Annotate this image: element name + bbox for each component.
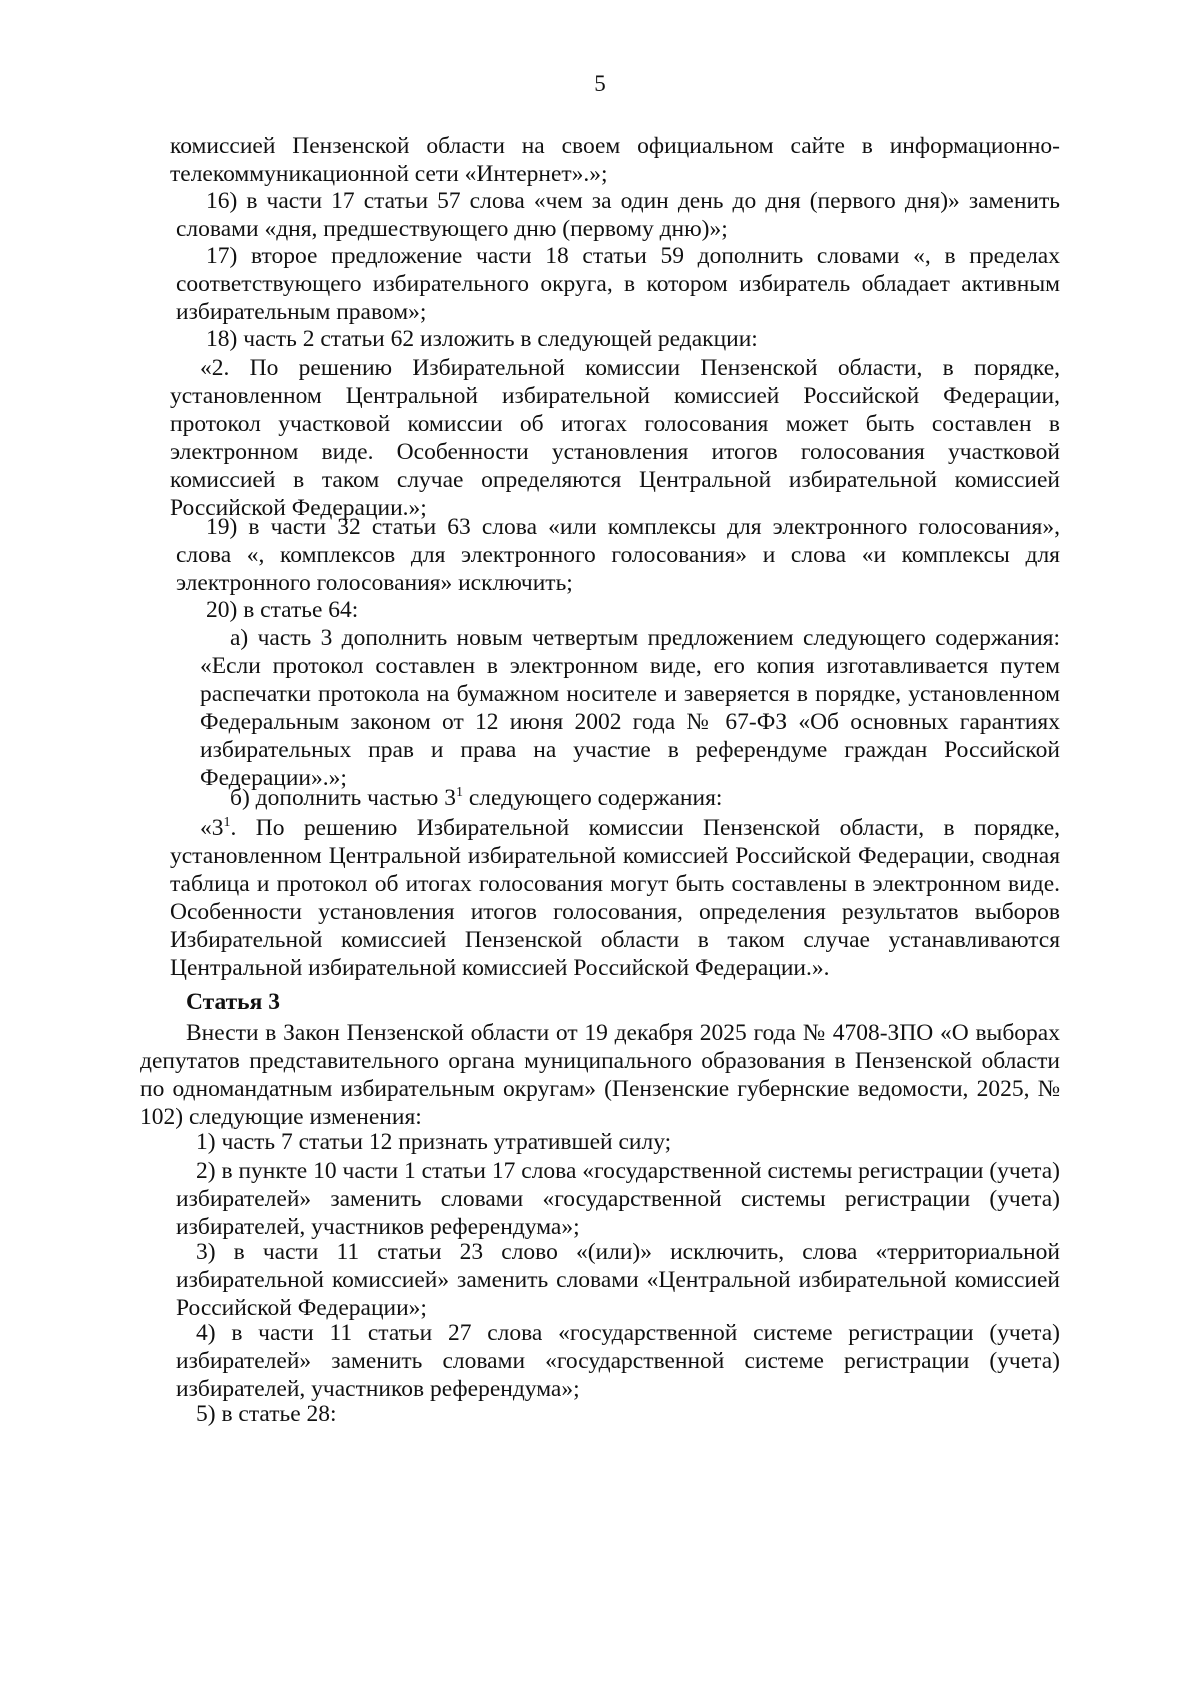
list-item: 3) в части 11 статьи 23 слово «(или)» исключить, слова «территориальной избирательной комиссией» заменить словами «Центральной избирательной комиссией Российской Федерации»; [176, 1239, 1060, 1321]
article-heading: Статья 3 [186, 989, 280, 1015]
paragraph: комиссией Пензенской области на своем официальном сайте в информационно-телекоммуникационной сети «Интернет».»; [170, 133, 1060, 187]
list-item: 16) в части 17 статьи 57 слова «чем за один день до дня (первого дня)» заменить словами «дня, предшествующего дню (первому дню)»; [176, 188, 1060, 242]
list-item: 20) в статье 64: [206, 597, 359, 623]
sub-item: а) часть 3 дополнить новым четвертым предложением следующего содержания: «Если протокол составлен в электронном виде, его копия изготавливается путем распечатки протокола на бумажном носителе и заверяется в порядке, установленном Федеральным законом от 12 июня 2002 года № 67-ФЗ «Об основных гарантиях избирательных прав и права на участие в референдуме граждан Российской Федерации».»; [200, 625, 1060, 791]
list-item: 5) в статье 28: [196, 1401, 337, 1427]
list-item: 2) в пункте 10 части 1 статьи 17 слова «государственной системы регистрации (учета) избирателей» заменить словами «государственной системы регистрации (учета) избирателей, участников референдума»; [176, 1158, 1060, 1240]
sub-item: б) дополнить частью $3^1$ следующего содержания: [230, 785, 723, 811]
list-item: 18) часть 2 статьи 62 изложить в следующей редакции: [206, 326, 758, 352]
paragraph: Внести в Закон Пензенской области от 19 декабря 2025 года № 4708-ЗПО «О выборах депутатов представительного органа муниципального образования в Пензенской области по одномандатным избирательным округам» (Пензенские губернские ведомости, 2025, № 102) следующие изменения: [140, 1020, 1060, 1130]
quoted-paragraph: «$3^1$. По решению Избирательной комиссии Пензенской области, в порядке, установленном Центральной избирательной комиссией Российской Федерации, сводная таблица и протокол об итогах голосования могут быть составлены в электронном виде. Особенности установления итогов голосования, определения результатов выборов Избирательной комиссией Пензенской области в таком случае устанавливаются Центральной избирательной комиссией Российской Федерации.». [170, 815, 1060, 981]
list-item: 1) часть 7 статьи 12 признать утратившей силу; [196, 1129, 672, 1155]
list-item: 4) в части 11 статьи 27 слова «государственной системе регистрации (учета) избирателей» заменить словами «государственной системе регистрации (учета) избирателей, участников референдума»; [176, 1320, 1060, 1402]
list-item: 19) в части 32 статьи 63 слова «или комплексы для электронного голосования», слова «, комплексов для электронного голосования» и слова «и комплексы для электронного голосования» исключить; [176, 514, 1060, 596]
list-item: 17) второе предложение части 18 статьи 59 дополнить словами «, в пределах соответствующего избирательного округа, в котором избиратель обладает активным избирательным правом»; [176, 243, 1060, 325]
quoted-paragraph: «2. По решению Избирательной комиссии Пензенской области, в порядке, установленном Центральной избирательной комиссией Российской Федерации, протокол участковой комиссии об итогах голосования может быть составлен в электронном виде. Особенности установления итогов голосования участковой комиссией в таком случае определяются Центральной избирательной комиссией Российской Федерации.»; [170, 355, 1060, 521]
page-number: 5 [594, 71, 606, 96]
